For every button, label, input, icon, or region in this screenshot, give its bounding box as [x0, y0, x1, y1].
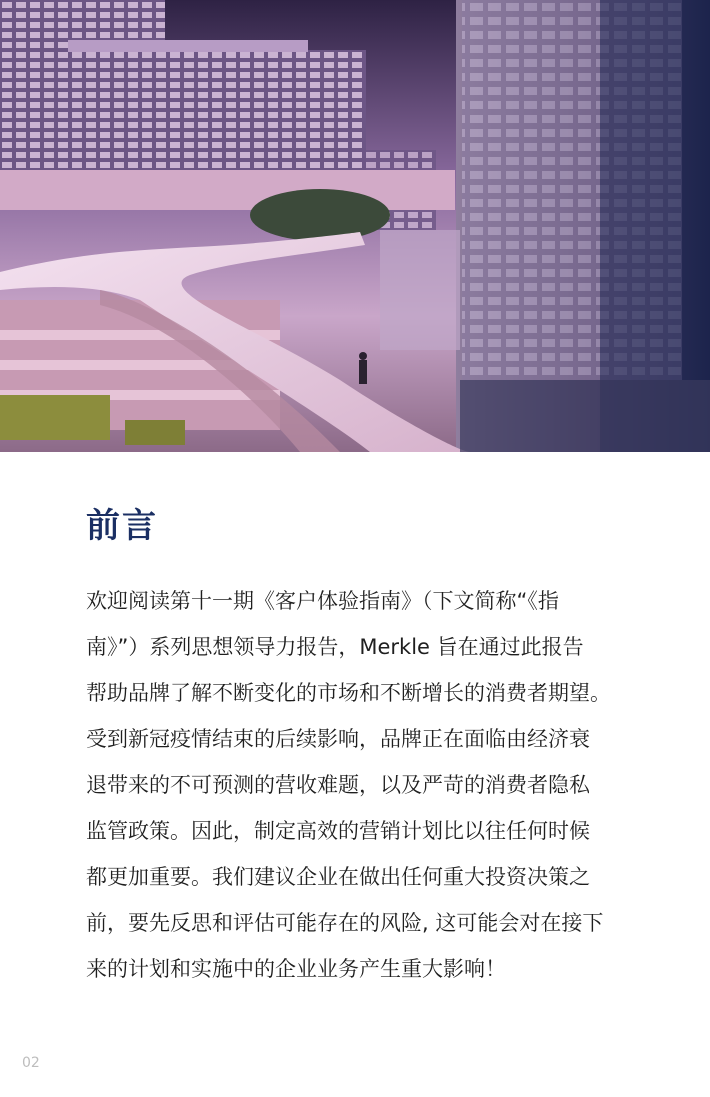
paragraph-line: 都更加重要。我们建议企业在做出任何重大投资决策之 — [86, 865, 590, 889]
paragraph-line: 退带来的不可预测的营收难题，以及严苛的消费者隐私 — [86, 773, 590, 797]
page-title: 前言 — [86, 506, 158, 546]
paragraph-line: 欢迎阅读第十一期《客户体验指南》（下文简称“《指 — [86, 589, 559, 613]
city-skywalk-illustration — [0, 0, 710, 452]
paragraph-line: 受到新冠疫情结束的后续影响，品牌正在面临由经济衰 — [86, 727, 590, 751]
hero-image — [0, 0, 710, 452]
paragraph-line: 来的计划和实施中的企业业务产生重大影响！ — [86, 957, 506, 981]
paragraph-line: 帮助品牌了解不断变化的市场和不断增长的消费者期望。 — [86, 681, 611, 705]
paragraph-line: 监管政策。因此，制定高效的营销计划比以往任何时候 — [86, 819, 590, 843]
paragraph-line: 前，要先反思和评估可能存在的风险, 这可能会对在接下 — [86, 911, 604, 935]
paragraph-line: 南》”）系列思想领导力报告，Merkle 旨在通过此报告 — [86, 635, 584, 659]
intro-paragraph — [86, 582, 626, 996]
page-number: 02 — [22, 1055, 40, 1071]
